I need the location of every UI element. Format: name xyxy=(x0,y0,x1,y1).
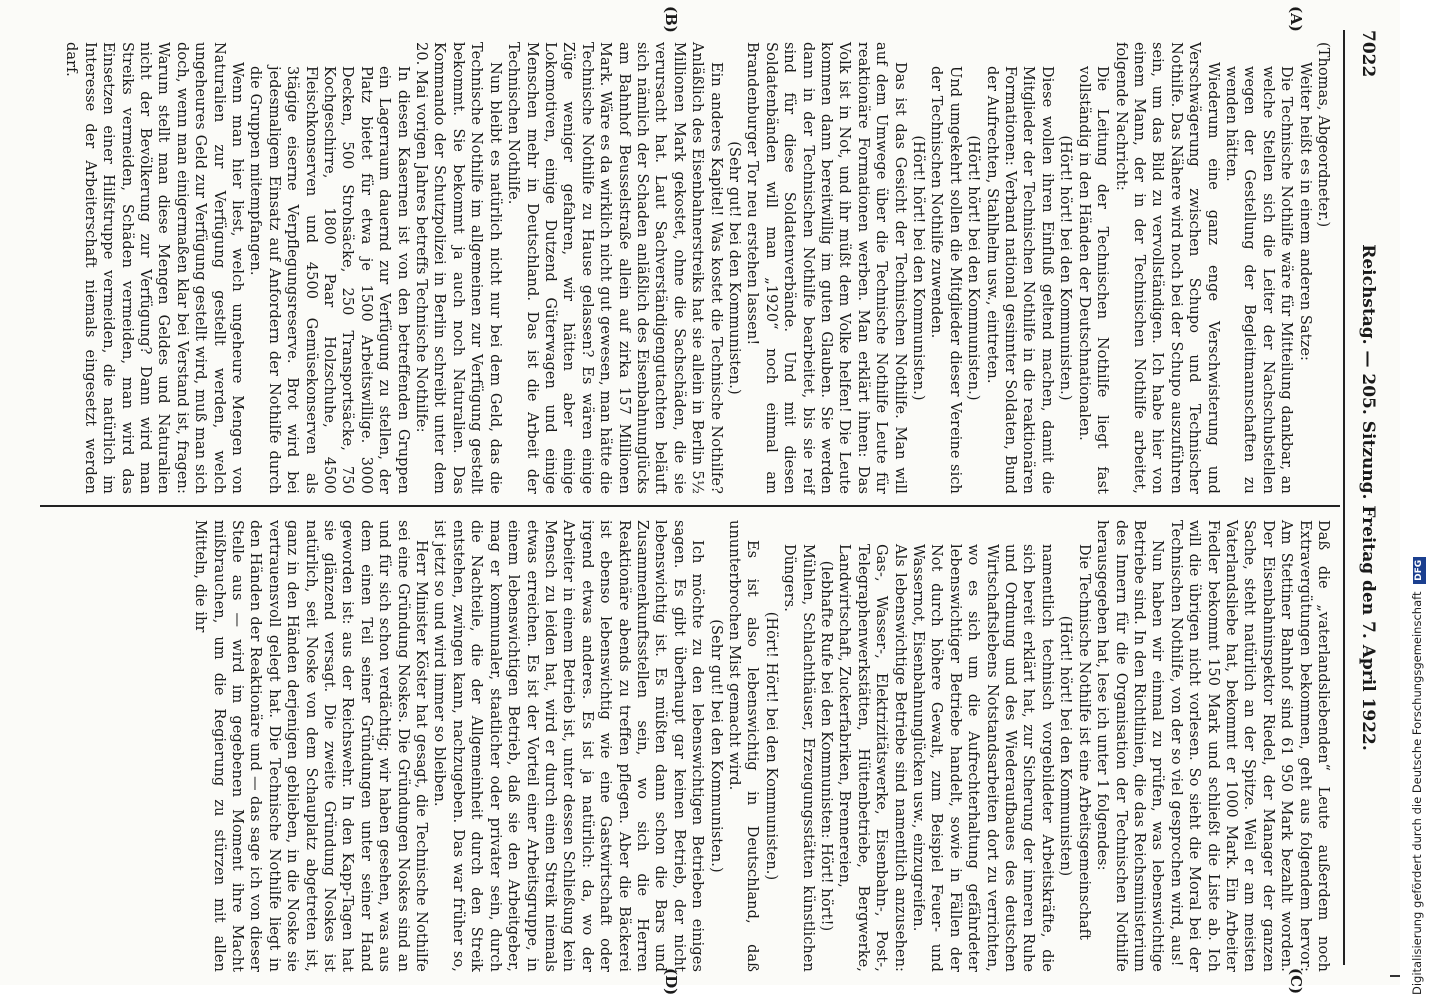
header-rule xyxy=(1343,30,1345,965)
paragraph: Es ist also lebenswichtig in Deutschland, daß ununterbrochen Mist gemacht wird. xyxy=(726,520,761,972)
paragraph: Daß die „vaterlandsliebenden“ Leute außerdem noch Extravergütungen bekommen, geht aus folgendem hervor: Am Stettiner Bahnhof sind 61 950 Mark bezahlt worden. Der Eisenbahninspektor Riedel, der Manager der ganzen Sache, steht natürlich an der Spitze. Weil er am meisten Vaterlandsliebe hat, bekommt er 1000 Mark. Ein Arbeiter Fiedler bekommt 150 Mark und schließt die Liste ab. Ich will die übrigen nicht vorlesen. So sieht die Moral bei der Technischen Nothilfe, von der so viel gesprochen wird, aus! xyxy=(1167,520,1331,972)
paragraph: Nun bleibt es natürlich nicht nur bei dem Geld, das die Technische Nothilfe im allgemeinen zur Verfügung gestellt bekommt. Sie bekommt ja auch noch Naturalien. Das Kommando der Schutzpolizei in Berlin schreibt unter dem 20. Mai vorigen Jahres betreffs Technische Nothilfe: xyxy=(413,42,503,494)
paragraph: Das ist das Gesicht der Technischen Nothilfe. Man will auf dem Umwege über die Technische Nothilfe Leute für reaktionäre Formationen werben. Man erklärt ihnen: Das Volk ist in Not, und ihr müßt dem Volke helfen! Die Leute kommen dann bereitwillig im guten Glauben. Sie werden dann in der Technischen Nothilfe bearbeitet, bis sie reif sind für diese Soldatenverbände. Und mit diesen Soldatenbänden will man „1920“ noch einmal am Brandenburger Tor neu erstehen lassen! xyxy=(744,42,908,494)
paragraph: Die Technische Nothilfe wäre für Mitteilung dankbar, an welche Stellen sich die Leiter der Nachschubstellen wegen der Gestellung der Begleitmannschaften zu wenden hätten. xyxy=(1222,66,1295,494)
credit-text: Digitalisierung gefördert durch die Deutsche Forschungsgemeinschaft xyxy=(1410,591,1424,995)
scan-mark xyxy=(1390,975,1400,977)
paragraph: (Sehr gut! bei den Kommunisten.) xyxy=(707,619,724,873)
margin-mark-a: (A) xyxy=(1287,6,1305,32)
paragraph: (Sehr gut! bei den Kommunisten.) xyxy=(726,141,742,395)
paragraph: (Hört! hört! bei den Kommunisten) xyxy=(1057,615,1074,877)
page-title: Reichstag. — 205. Sitzung. Freitag den 7. April 1922. xyxy=(1358,244,1378,751)
paragraph: Als lebenswichtige Betriebe sind namentlich anzusehen: Gas-, Wasser-, Elektrizitätswerke, Eisenbahn-, Post-, Telegraphenwerkstätten, Hüttenbetriebe, Bergwerke, Landwirtschaft, Zuckerfabriken, Brennereien, xyxy=(836,544,908,972)
page-number: 7022 xyxy=(1358,30,1378,78)
left-column xyxy=(62,42,1332,494)
paragraph: Wiederum eine ganz enge Verschwisterung und Verschwägerung zwischen Schupo und Technischer Nothilfe. Das Nähere wird noch bei der Schupo auszuführen sein, um das Bild zu vervollständigen. Ich habe hier von einem Mann, der in der Technischen Nothilfe arbeitet, folgende Nachricht: xyxy=(1112,42,1221,494)
paragraph: (Hört! hört! bei den Kommunisten.) xyxy=(1057,135,1074,401)
paragraph: In diesen Kasernen ist von den betreffenden Gruppen ein Lagerraum dauernd zur Verfügung zu stellen, der Platz bietet für etwa je 1500 Arbeitswillige. 3000 Decken, 500 Strohsäcke, 250 Transportsäcke, 750 Kochgeschirre, 1800 Paar Holzschuhe, 4500 Fleischkonserven und 4500 Gemüsekonserven als 3tägige eiserne Verpflegungsreserve. Brot wird bei jedesmaligem Einsatz auf Anfordern der Nothilfe durch die Gruppen mitempfangen. xyxy=(247,66,411,494)
paragraph: (Hört! hört! bei den Kommunisten.) xyxy=(910,135,927,401)
paragraph: Die Leitung der Technischen Nothilfe liegt fast vollständig in den Händen der Deutschnationalen. xyxy=(1075,66,1111,494)
paragraph: Herr Minister Köster hat gesagt, die Technische Nothilfe sei eine Gründung Noskes. Die Gründungen Noskes sind an und für sich schon verdächtig; wir haben gesehen, was aus dem einen Teil seiner Gründungen unter seiner Hand geworden ist: aus der Reichswehr. In den Kapp-Tagen hat sie glänzend versagt. Die zweite Gründung Noskes ist natürlich, seit Noske von dem Schauplatz abgetreten ist, ganz in den Händen derjenigen geblieben, in die Noske sie vertrauensvoll gelegt hat. Die Technische Nothilfe liegt in den Händen der Reaktionäre und — das sage ich von dieser Stelle aus — wird im gegebenen Moment ihre Macht mißbrauchen, um die Regierung zu stürzen mit allen Mitteln, die ihr xyxy=(192,520,430,972)
paragraph: Wenn man hier liest, welch ungeheure Mengen von Naturalien zur Verfügung gestellt werden, welch ungeheures Geld zur Verfügung gestellt wird, muß man sich doch, wenn man einigermaßen klar bei Verstand ist, fragen: Warum stellt man diese Mengen Geldes und Naturalien nicht der Bevölkerung zur Verfügung? Dann wird man Streiks vermeiden, Schäden vermeiden, man wird das Einsetzen einer Hilfstruppe vermeiden, die natürlich im Interesse der Arbeiterschaft niemals eingesetzt werden darf. xyxy=(63,42,246,494)
paragraph: Ein anderes Kapitel! Was kostet die Technische Nothilfe? Anläßlich des Eisenbahnerstreiks hat sie allein in Berlin 5½ Millionen Mark gekostet, ohne die Sachschäden, die sie verursacht hat. Laut Sachverständigengutachten beläuft sich nämlich der Schaden anläßlich des Eisenbahnunglücks am Bahnhof Beusselstraße allein auf zirka 157 Millionen Mark. Wäre es da wirklich nicht gut gewesen, man hätte die Technische Nothilfe zu Hause gelassen? Es wären einige Züge weniger gefahren, wir hätten aber einige Lokomotiven, einige Dutzend Güterwagen und einige Menschen mehr in Deutschland. Das ist die Arbeit der Technischen Nothilfe. xyxy=(505,42,724,494)
paragraph: (Hört! Hört! bei den Kommunisten.) xyxy=(762,611,779,881)
paragraph: (Thomas, Abgeordneter.) xyxy=(1315,42,1331,228)
digitization-credit xyxy=(1402,559,1428,995)
margin-mark-b: (B) xyxy=(662,6,680,33)
page-header xyxy=(1352,30,1382,965)
dfg-logo: DFG xyxy=(1413,557,1426,584)
margin-mark-d: (D) xyxy=(662,968,680,996)
paragraph: (lebhafte Rufe bei den Kommunisten: Hört! hört!) xyxy=(818,560,835,932)
paragraph: (Hört! hört! bei den Kommunisten.) xyxy=(965,135,982,401)
paragraph: Ich möchte zu den lebenswichtigen Betrieben einiges sagen. Es gibt überhaupt gar keinen Betrieb, der nicht lebenswichtig ist. Es müßten dann schon die Bars und Zusammenkunftsstellen sein, wo sich die Herren Reaktionäre abends zu treffen pflegen. Aber die Bäckerei ist ebenso lebenswichtig wie eine Gastwirtschaft oder irgend etwas anderes. Es ist ja natürlich: da, wo der Arbeiter in einem Betrieb ist, unter dessen Schließung kein Mensch zu leiden hat, wird er durch einen Streik niemals etwas erreichen. Es ist der Vorteil einer Arbeitsgruppe, in einem lebenswichtigen Betrieb, daß sie den Arbeitgeber, mag er kommunaler, staatlicher oder privater sein, durch die Nachteile, die der Allgemeinheit durch den Streik entstehen, zwingen kann, nachzugeben. Das war früher so, ist jetzt so und wird immer so bleiben. xyxy=(431,520,706,972)
column-divider xyxy=(40,505,1340,507)
paragraph: Mühlen, Schlachthäuser, Erzeugungsstätten künstlichen Düngers. xyxy=(781,544,816,972)
paragraph: Diese wollen ihren Einfluß geltend machen, damit die Mitglieder der Technischen Nothilfe in die reaktionären Formationen: Verband national gesinnter Soldaten, Bund der Aufrechten, Stahlhelm usw., eintreten. xyxy=(983,66,1055,494)
paragraph: Nun haben wir einmal zu prüfen, was lebenswichtige Betriebe sind. In den Richtlinien, die das Reichsministerium des Innern für die Organisation der Technischen Nothilfe herausgegeben hat, lese ich unter 1 folgendes: xyxy=(1094,520,1166,972)
margin-mark-c: (C) xyxy=(1287,968,1305,995)
right-column xyxy=(191,520,1332,972)
paragraph: Die Technische Nothilfe ist eine Arbeitsgemeinschaft xyxy=(1075,544,1092,941)
paragraph: Weiter heißt es in einem anderen Satze: xyxy=(1296,62,1313,361)
paragraph: Und umgekehrt sollen die Mitglieder dieser Vereine sich der Technischen Nothilfe zuwenden. xyxy=(928,66,963,494)
paragraph: namentlich technisch vorgebildeter Arbeitskräfte, die sich bereit erklärt hat, zur Sicherung der inneren Ruhe und Ordnung und des Wiederaufbaues des deutschen Wirtschaftslebens Notstandsarbeiten dort zu verrichten, wo es sich um die Aufrechterhaltung gefährdeter lebenswichtiger Betriebe handelt, sowie in Fällen der Not durch höhere Gewalt, zum Beispiel Feuer- und Wassernot, Eisenbahnunglücken usw., einzugreifen. xyxy=(910,544,1055,972)
